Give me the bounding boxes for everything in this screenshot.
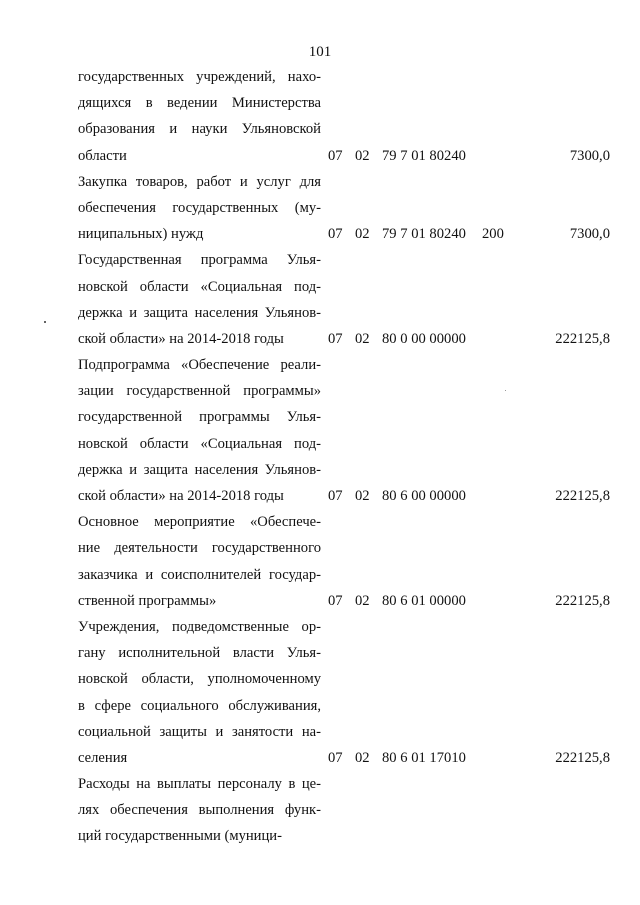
description-line: зации государственной программы» bbox=[78, 383, 321, 400]
description-line: ций государственными (муници- bbox=[78, 828, 282, 845]
amount-value: 7300,0 bbox=[569, 147, 610, 164]
section-code: 07 bbox=[328, 330, 343, 347]
target-article-code: 80 0 00 00000 bbox=[382, 330, 466, 347]
subsection-code: 02 bbox=[355, 749, 370, 766]
row-codes bbox=[78, 588, 610, 614]
description-line: ской области» на 2014-2018 годы bbox=[78, 330, 284, 347]
expense-type-code: 200 bbox=[482, 226, 504, 243]
description-line: Основное мероприятие «Обеспече- bbox=[78, 514, 321, 531]
row-codes bbox=[78, 326, 610, 352]
scan-speck bbox=[44, 321, 46, 323]
section-code: 07 bbox=[328, 226, 343, 243]
description-line: дящихся в ведении Министерства bbox=[78, 95, 321, 112]
table-row bbox=[78, 614, 610, 771]
table-row bbox=[78, 64, 610, 169]
amount-value: 7300,0 bbox=[569, 226, 610, 243]
description-line: держка и защита населения Ульянов- bbox=[78, 304, 321, 321]
description-line: новской области, уполномоченному bbox=[78, 671, 321, 688]
description-line: государственной программы Улья- bbox=[78, 409, 321, 426]
target-article-code: 79 7 01 80240 bbox=[382, 226, 466, 243]
description-line: Подпрограмма «Обеспечение реали- bbox=[78, 357, 321, 374]
section-code: 07 bbox=[328, 749, 343, 766]
description-line: Государственная программа Улья- bbox=[78, 252, 321, 269]
row-codes bbox=[78, 143, 610, 169]
description-line: держка и защита населения Ульянов- bbox=[78, 461, 321, 478]
description-line: Закупка товаров, работ и услуг для bbox=[78, 173, 321, 190]
target-article-code: 80 6 01 17010 bbox=[382, 749, 466, 766]
description-line: ской области» на 2014-2018 годы bbox=[78, 488, 284, 504]
description-line: новской области «Социальная под- bbox=[78, 435, 321, 452]
description-line: Учреждения, подведомственные ор- bbox=[78, 618, 321, 635]
budget-table bbox=[78, 64, 610, 850]
amount-value: 222125,8 bbox=[555, 592, 610, 609]
description-line: в сфере социального обслуживания, bbox=[78, 697, 321, 714]
section-code: 07 bbox=[328, 592, 343, 609]
page-number: 101 bbox=[308, 44, 332, 60]
description-line: социальной защиты и занятости на- bbox=[78, 723, 321, 740]
subsection-code: 02 bbox=[355, 488, 370, 504]
table-row bbox=[78, 352, 610, 509]
subsection-code: 02 bbox=[355, 592, 370, 609]
amount-value: 222125,8 bbox=[555, 330, 610, 347]
description-line: ние деятельности государственного bbox=[78, 540, 321, 557]
table-row bbox=[78, 169, 610, 248]
description-line: образования и науки Ульяновской bbox=[78, 121, 321, 138]
description-line: селения bbox=[78, 749, 128, 766]
table-row bbox=[78, 771, 610, 850]
row-codes bbox=[78, 483, 610, 509]
target-article-code: 80 6 01 00000 bbox=[382, 592, 466, 609]
subsection-code: 02 bbox=[355, 226, 370, 243]
description-line: лях обеспечения выполнения функ- bbox=[78, 802, 321, 819]
section-code: 07 bbox=[328, 147, 343, 164]
row-codes bbox=[78, 221, 610, 247]
description-line: государственных учреждений, нахо- bbox=[78, 69, 321, 85]
description-line: области bbox=[78, 147, 127, 164]
table-row bbox=[78, 509, 610, 614]
description-line: гану исполнительной власти Улья- bbox=[78, 645, 321, 662]
row-codes bbox=[78, 823, 610, 849]
section-code: 07 bbox=[328, 488, 343, 504]
description-line: заказчика и соисполнителей государ- bbox=[78, 566, 321, 583]
description-line: новской области «Социальная под- bbox=[78, 278, 321, 295]
subsection-code: 02 bbox=[355, 147, 370, 164]
table-row bbox=[78, 247, 610, 352]
description-line: Расходы на выплаты персоналу в це- bbox=[78, 776, 321, 793]
description-line: ниципальных) нужд bbox=[78, 226, 204, 243]
description-line: ственной программы» bbox=[78, 592, 217, 609]
description-line: обеспечения государственных (му- bbox=[78, 199, 321, 216]
amount-value: 222125,8 bbox=[555, 749, 610, 766]
subsection-code: 02 bbox=[355, 330, 370, 347]
amount-value: 222125,8 bbox=[555, 488, 610, 504]
target-article-code: 79 7 01 80240 bbox=[382, 147, 466, 164]
row-codes bbox=[78, 745, 610, 771]
target-article-code: 80 6 00 00000 bbox=[382, 488, 466, 504]
